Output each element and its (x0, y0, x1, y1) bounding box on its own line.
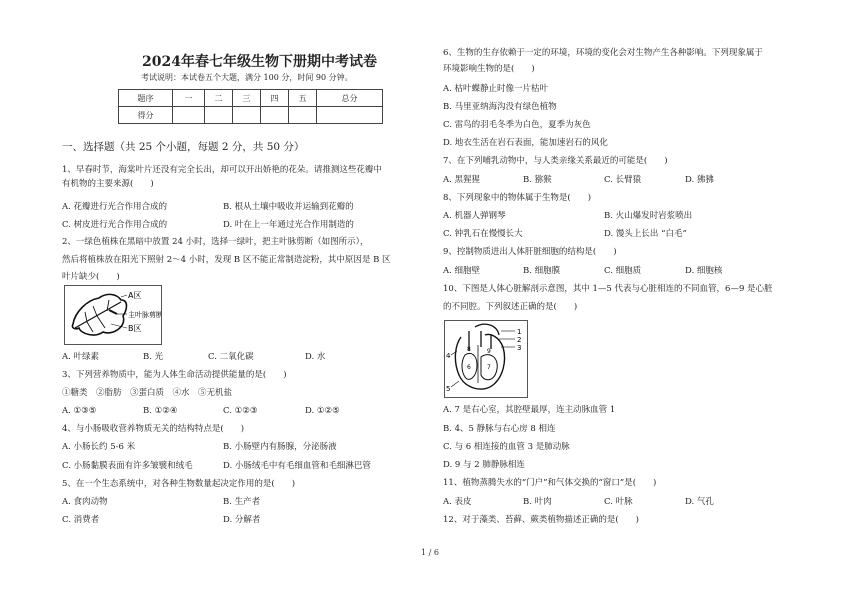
q3-option-c[interactable]: C. ①②③ (223, 406, 258, 416)
score-header-cell: 五 (289, 90, 317, 107)
question-8: 8、下列现象中的物体属于生物是( ) (443, 193, 592, 203)
leaf-label-main-vein: 主叶脉剪断 (128, 311, 161, 319)
q9-option-b[interactable]: B. 细胞膜 (523, 266, 561, 276)
q10-option-c[interactable]: C. 与 6 相连接的血管 3 是肺动脉 (443, 442, 570, 452)
q5-option-b[interactable]: B. 生产者 (223, 497, 261, 507)
question-1-line-2: 有机物的主要来源( ) (62, 179, 154, 189)
q6-option-a[interactable]: A. 枯叶蝶静止时像一片枯叶 (443, 84, 549, 94)
question-5: 5、在一个生态系统中，对各种生物数量起决定作用的是( ) (62, 479, 296, 489)
heart-label-5: 5 (446, 385, 451, 393)
heart-label-2: 2 (517, 336, 522, 344)
question-6-line-2: 环境影响生物的是( ) (443, 64, 535, 74)
score-header-cell: 总分 (317, 90, 383, 107)
score-table-header-row (119, 90, 383, 107)
q3-option-a[interactable]: A. ①③⑤ (62, 406, 97, 416)
q4-option-c[interactable]: C. 小肠黏膜表面有许多皱襞和绒毛 (62, 461, 193, 471)
q11-option-d[interactable]: D. 气孔 (685, 497, 714, 507)
score-cell[interactable] (289, 107, 317, 124)
score-table (118, 89, 383, 124)
q10-option-d[interactable]: D. 9 与 2 肺静脉相连 (443, 460, 525, 470)
exam-note: 考试说明：本试卷五个大题，满分 100 分，时间 90 分钟。 (141, 73, 353, 82)
page-number: 1 / 6 (421, 548, 439, 557)
q5-option-c[interactable]: C. 消费者 (62, 515, 100, 525)
q3-option-b[interactable]: B. ①②④ (143, 406, 178, 416)
q11-option-b[interactable]: B. 叶肉 (523, 497, 552, 507)
score-header-cell: 题序 (119, 90, 173, 107)
q9-option-a[interactable]: A. 细胞壁 (443, 266, 481, 276)
question-3: 3、下列营养物质中，能为人体生命活动提供能量的是( ) (62, 370, 287, 380)
q2-option-d[interactable]: D. 水 (305, 352, 326, 362)
q11-option-c[interactable]: C. 叶脉 (604, 497, 633, 507)
question-1-line-1: 1、早春时节，海棠叶片还没有完全长出，却可以开出娇艳的花朵。请推测这些花瓣中 (62, 165, 382, 175)
heart-label-7: 7 (487, 364, 491, 371)
heart-label-8: 8 (467, 346, 471, 353)
q4-option-b[interactable]: B. 小肠壁内有肠腺，分泌肠液 (223, 442, 337, 452)
q4-option-a[interactable]: A. 小肠长约 5-6 米 (62, 442, 136, 452)
q8-option-a[interactable]: A. 机器人弹钢琴 (443, 211, 506, 221)
q10-option-a[interactable]: A. 7 是右心室，其腔壁最厚，连主动脉血管 1 (443, 405, 616, 415)
leaf-label-a: A区 (128, 291, 142, 300)
score-header-cell: 三 (233, 90, 261, 107)
heart-figure (444, 320, 528, 398)
q8-option-b[interactable]: B. 火山爆发时岩浆喷出 (604, 211, 693, 221)
question-6-line-1: 6、生物的生存依赖于一定的环境，环境的变化会对生物产生各种影响。下列现象属于 (443, 48, 763, 58)
heart-label-4: 4 (446, 352, 451, 360)
question-11: 11、植物蒸腾失水的“门户”和气体交换的“窗口”是( ) (443, 478, 657, 488)
heart-label-6: 6 (467, 364, 471, 371)
q4-option-d[interactable]: D. 小肠绒毛中有毛细血管和毛细淋巴管 (223, 461, 371, 471)
score-table-score-row (119, 107, 383, 124)
question-3-items: ①糖类 ②脂肪 ③蛋白质 ④水 ⑤无机盐 (62, 388, 233, 398)
question-10-line-2: 的不同腔。下列叙述正确的是( ) (443, 302, 578, 312)
question-2-line-3: 叶片缺少( ) (62, 272, 120, 282)
q9-option-c[interactable]: C. 细胞质 (604, 266, 642, 276)
question-2-line-2: 然后将植株放在阳光下照射 2～4 小时，发现 B 区不能正常制造淀粉，其中原因是 B 区 (62, 255, 391, 265)
q9-option-d[interactable]: D. 细胞核 (685, 266, 723, 276)
q1-option-c[interactable]: C. 树皮进行光合作用合成的 (62, 220, 168, 230)
heart-label-9: 9 (487, 348, 491, 355)
q1-option-d[interactable]: D. 叶在上一年通过光合作用制造的 (223, 220, 354, 230)
q7-option-c[interactable]: C. 长臂猿 (604, 175, 642, 185)
q2-option-b[interactable]: B. 光 (143, 352, 164, 362)
question-10-line-1: 10、下图是人体心脏解剖示意图，其中 1—5 代表与心脏相连的不同血管，6—9 是心脏 (443, 284, 773, 294)
q8-option-c[interactable]: C. 钟乳石在慢慢长大 (443, 229, 523, 239)
heart-label-1: 1 (517, 328, 522, 336)
q6-option-d[interactable]: D. 地衣生活在岩石表面，能加速岩石的风化 (443, 138, 608, 148)
question-9: 9、控制物质进出人体肝脏细胞的结构是( ) (443, 247, 617, 257)
question-4: 4、与小肠吸收营养物质无关的结构特点是( ) (62, 424, 245, 434)
question-12: 12、对于藻类、苔藓、蕨类植物描述正确的是( ) (443, 515, 639, 525)
leaf-label-b: B区 (128, 324, 142, 333)
q5-option-a[interactable]: A. 食肉动物 (62, 497, 108, 507)
heart-label-3: 3 (517, 344, 522, 352)
score-header-cell: 一 (173, 90, 205, 107)
q2-option-a[interactable]: A. 叶绿素 (62, 352, 100, 362)
leaf-figure (64, 285, 162, 345)
q11-option-a[interactable]: A. 表皮 (443, 497, 472, 507)
q7-option-d[interactable]: D. 狒狒 (685, 175, 714, 185)
exam-title: 2024年春七年级生物下册期中考试卷 (142, 54, 377, 70)
score-cell[interactable] (233, 107, 261, 124)
q10-option-b[interactable]: B. 4、5 静脉与右心房 8 相连 (443, 424, 556, 434)
q3-option-d[interactable]: D. ①②⑤ (305, 406, 340, 416)
question-7: 7、在下列哺乳动物中，与人类亲缘关系最近的可能是( ) (443, 156, 668, 166)
score-header-cell: 四 (261, 90, 289, 107)
score-header-cell: 二 (205, 90, 233, 107)
q1-option-b[interactable]: B. 根从土壤中吸收并运输到花瓣的 (223, 202, 354, 212)
score-cell[interactable] (173, 107, 205, 124)
q7-option-a[interactable]: A. 黑猩猩 (443, 175, 481, 185)
score-cell[interactable] (205, 107, 233, 124)
q1-option-a[interactable]: A. 花瓣进行光合作用合成的 (62, 202, 168, 212)
score-cell[interactable] (261, 107, 289, 124)
score-row-label: 得分 (119, 107, 173, 124)
q8-option-d[interactable]: D. 馒头上长出 “白毛” (604, 229, 687, 239)
leaf-diagram (65, 286, 161, 344)
heart-diagram (445, 321, 527, 397)
question-2-line-1: 2、一绿色植株在黑暗中放置 24 小时，选择一绿叶，把主叶脉剪断（如图所示）， (62, 237, 369, 247)
section-heading: 一、选择题（共 25 个小题，每题 2 分，共 50 分） (62, 141, 305, 153)
q7-option-b[interactable]: B. 猕猴 (523, 175, 552, 185)
q6-option-b[interactable]: B. 马里亚纳海沟没有绿色植物 (443, 102, 557, 112)
score-cell[interactable] (317, 107, 383, 124)
q6-option-c[interactable]: C. 雷鸟的羽毛冬季为白色，夏季为灰色 (443, 120, 591, 130)
q2-option-c[interactable]: C. 二氧化碳 (208, 352, 254, 362)
q5-option-d[interactable]: D. 分解者 (223, 515, 261, 525)
